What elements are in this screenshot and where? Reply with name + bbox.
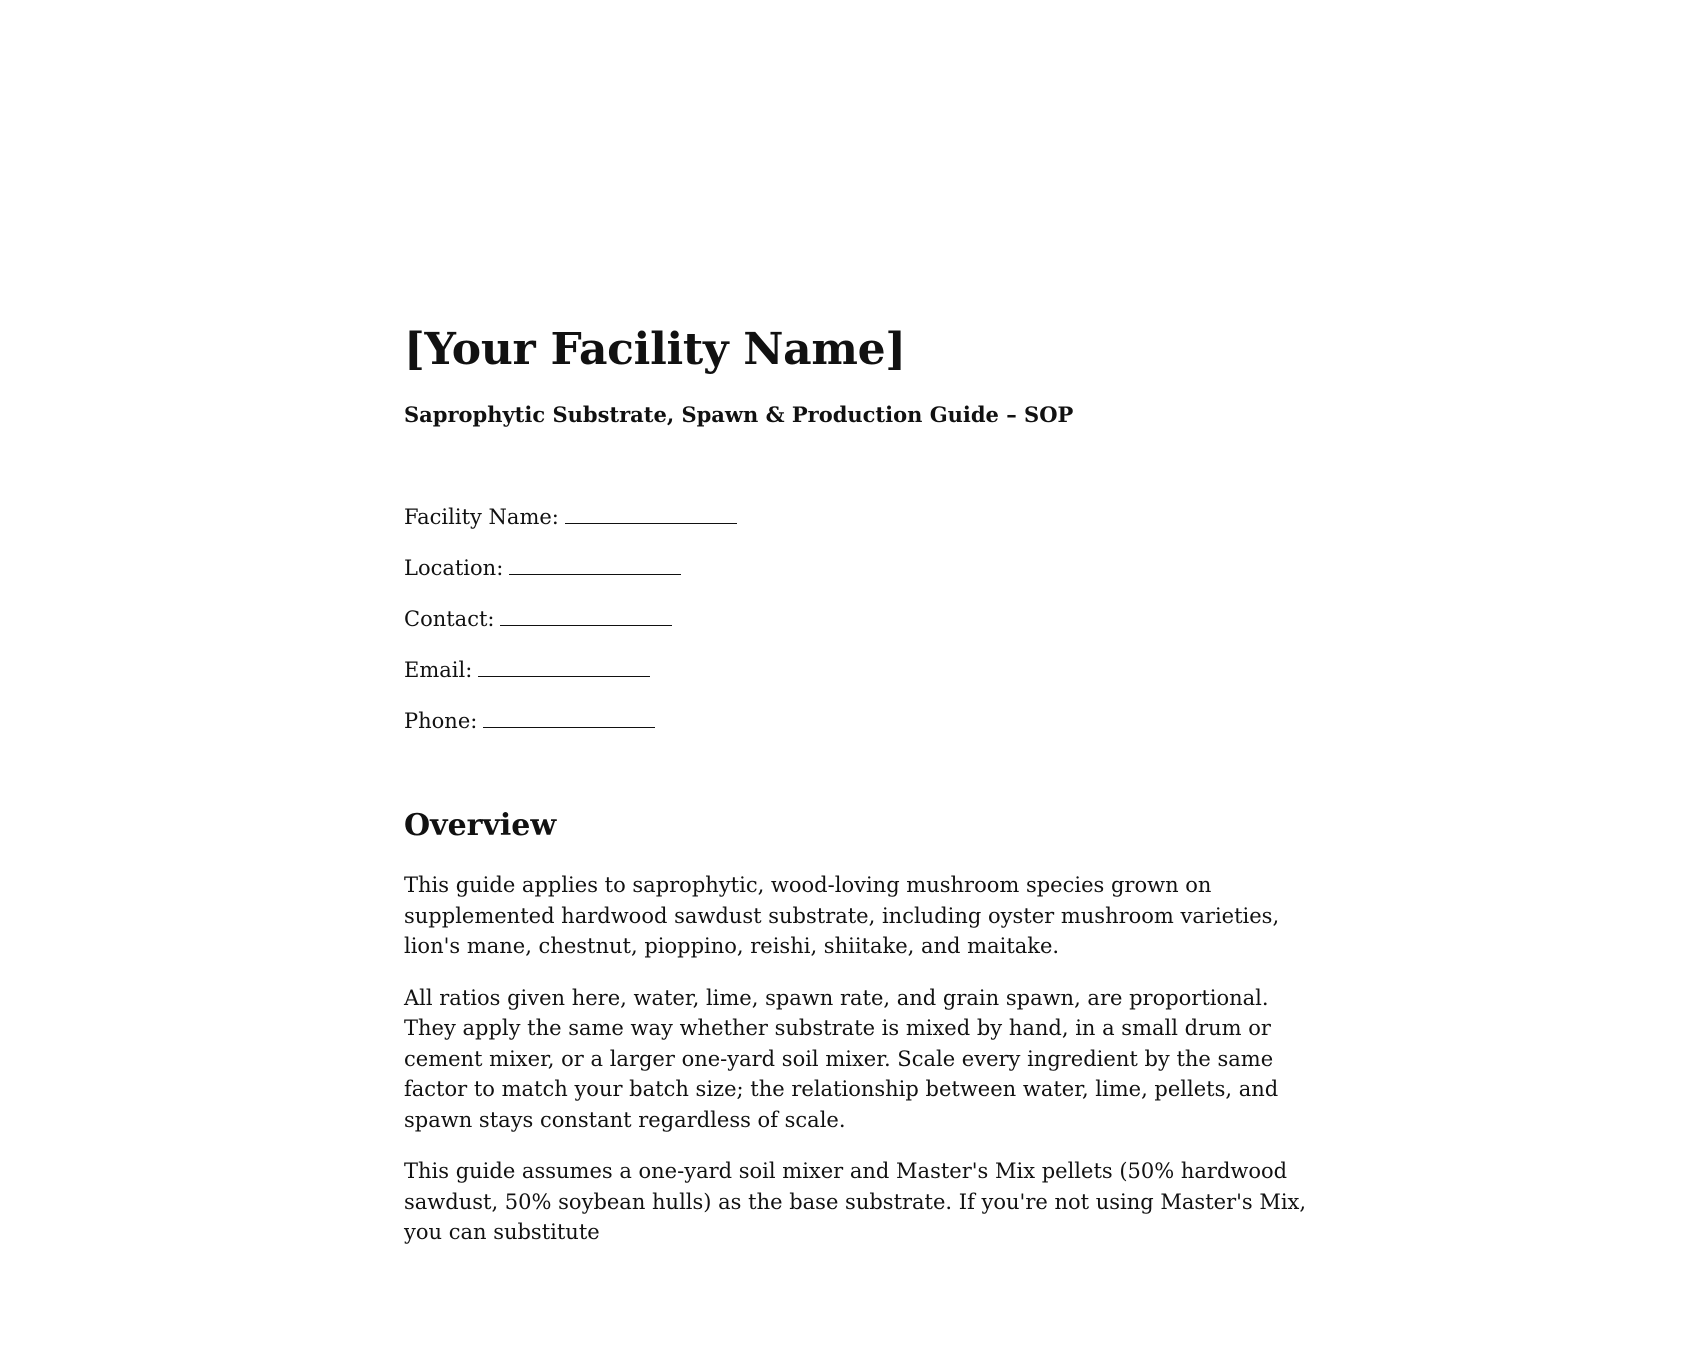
overview-heading: Overview <box>404 808 557 843</box>
fill-in-blank <box>565 503 737 524</box>
overview-paragraph-1: This guide applies to saprophytic, wood-loving mushroom species grown on supplemented hardwood sawdust substrate, including oyster mushroom varieties, lion's mane, chestnut, pioppino, reishi, shiitake, and maitake. <box>404 873 1280 958</box>
facility-info-fields <box>404 502 1324 736</box>
phone-field <box>404 706 1324 736</box>
document-subtitle: Saprophytic Substrate, Spawn & Production Guide – SOP <box>404 402 1074 427</box>
contact-field <box>404 604 1324 634</box>
field-label: Location: <box>404 556 504 580</box>
document-title: [Your Facility Name] <box>404 324 906 375</box>
fill-in-blank <box>509 554 681 575</box>
page-content <box>404 318 1324 1244</box>
email-field <box>404 655 1324 685</box>
fill-in-blank <box>483 707 655 728</box>
facility-name-field <box>404 502 1324 532</box>
field-label: Email: <box>404 658 473 682</box>
overview-paragraph-2: All ratios given here, water, lime, spawn rate, and grain spawn, are proportional. They apply the same way whether substrate is mixed by hand, in a small drum or cement mixer, or a larger one-yard soil mixer. Scale every ingredient by the same factor to match your batch size; the relationship between water, lime, pellets, and spawn stays constant regardless of scale. <box>404 985 1279 1132</box>
location-field <box>404 553 1324 583</box>
field-label: Facility Name: <box>404 505 559 529</box>
fill-in-blank <box>500 605 672 626</box>
fill-in-blank <box>478 656 650 677</box>
overview-paragraph-3: This guide assumes a one-yard soil mixer and Master's Mix pellets (50% hardwood sawdust, 50% soybean hulls) as the base substrate. If you're not using Master's Mix, you can substitute <box>404 1159 1307 1244</box>
field-label: Contact: <box>404 607 495 631</box>
field-label: Phone: <box>404 709 478 733</box>
